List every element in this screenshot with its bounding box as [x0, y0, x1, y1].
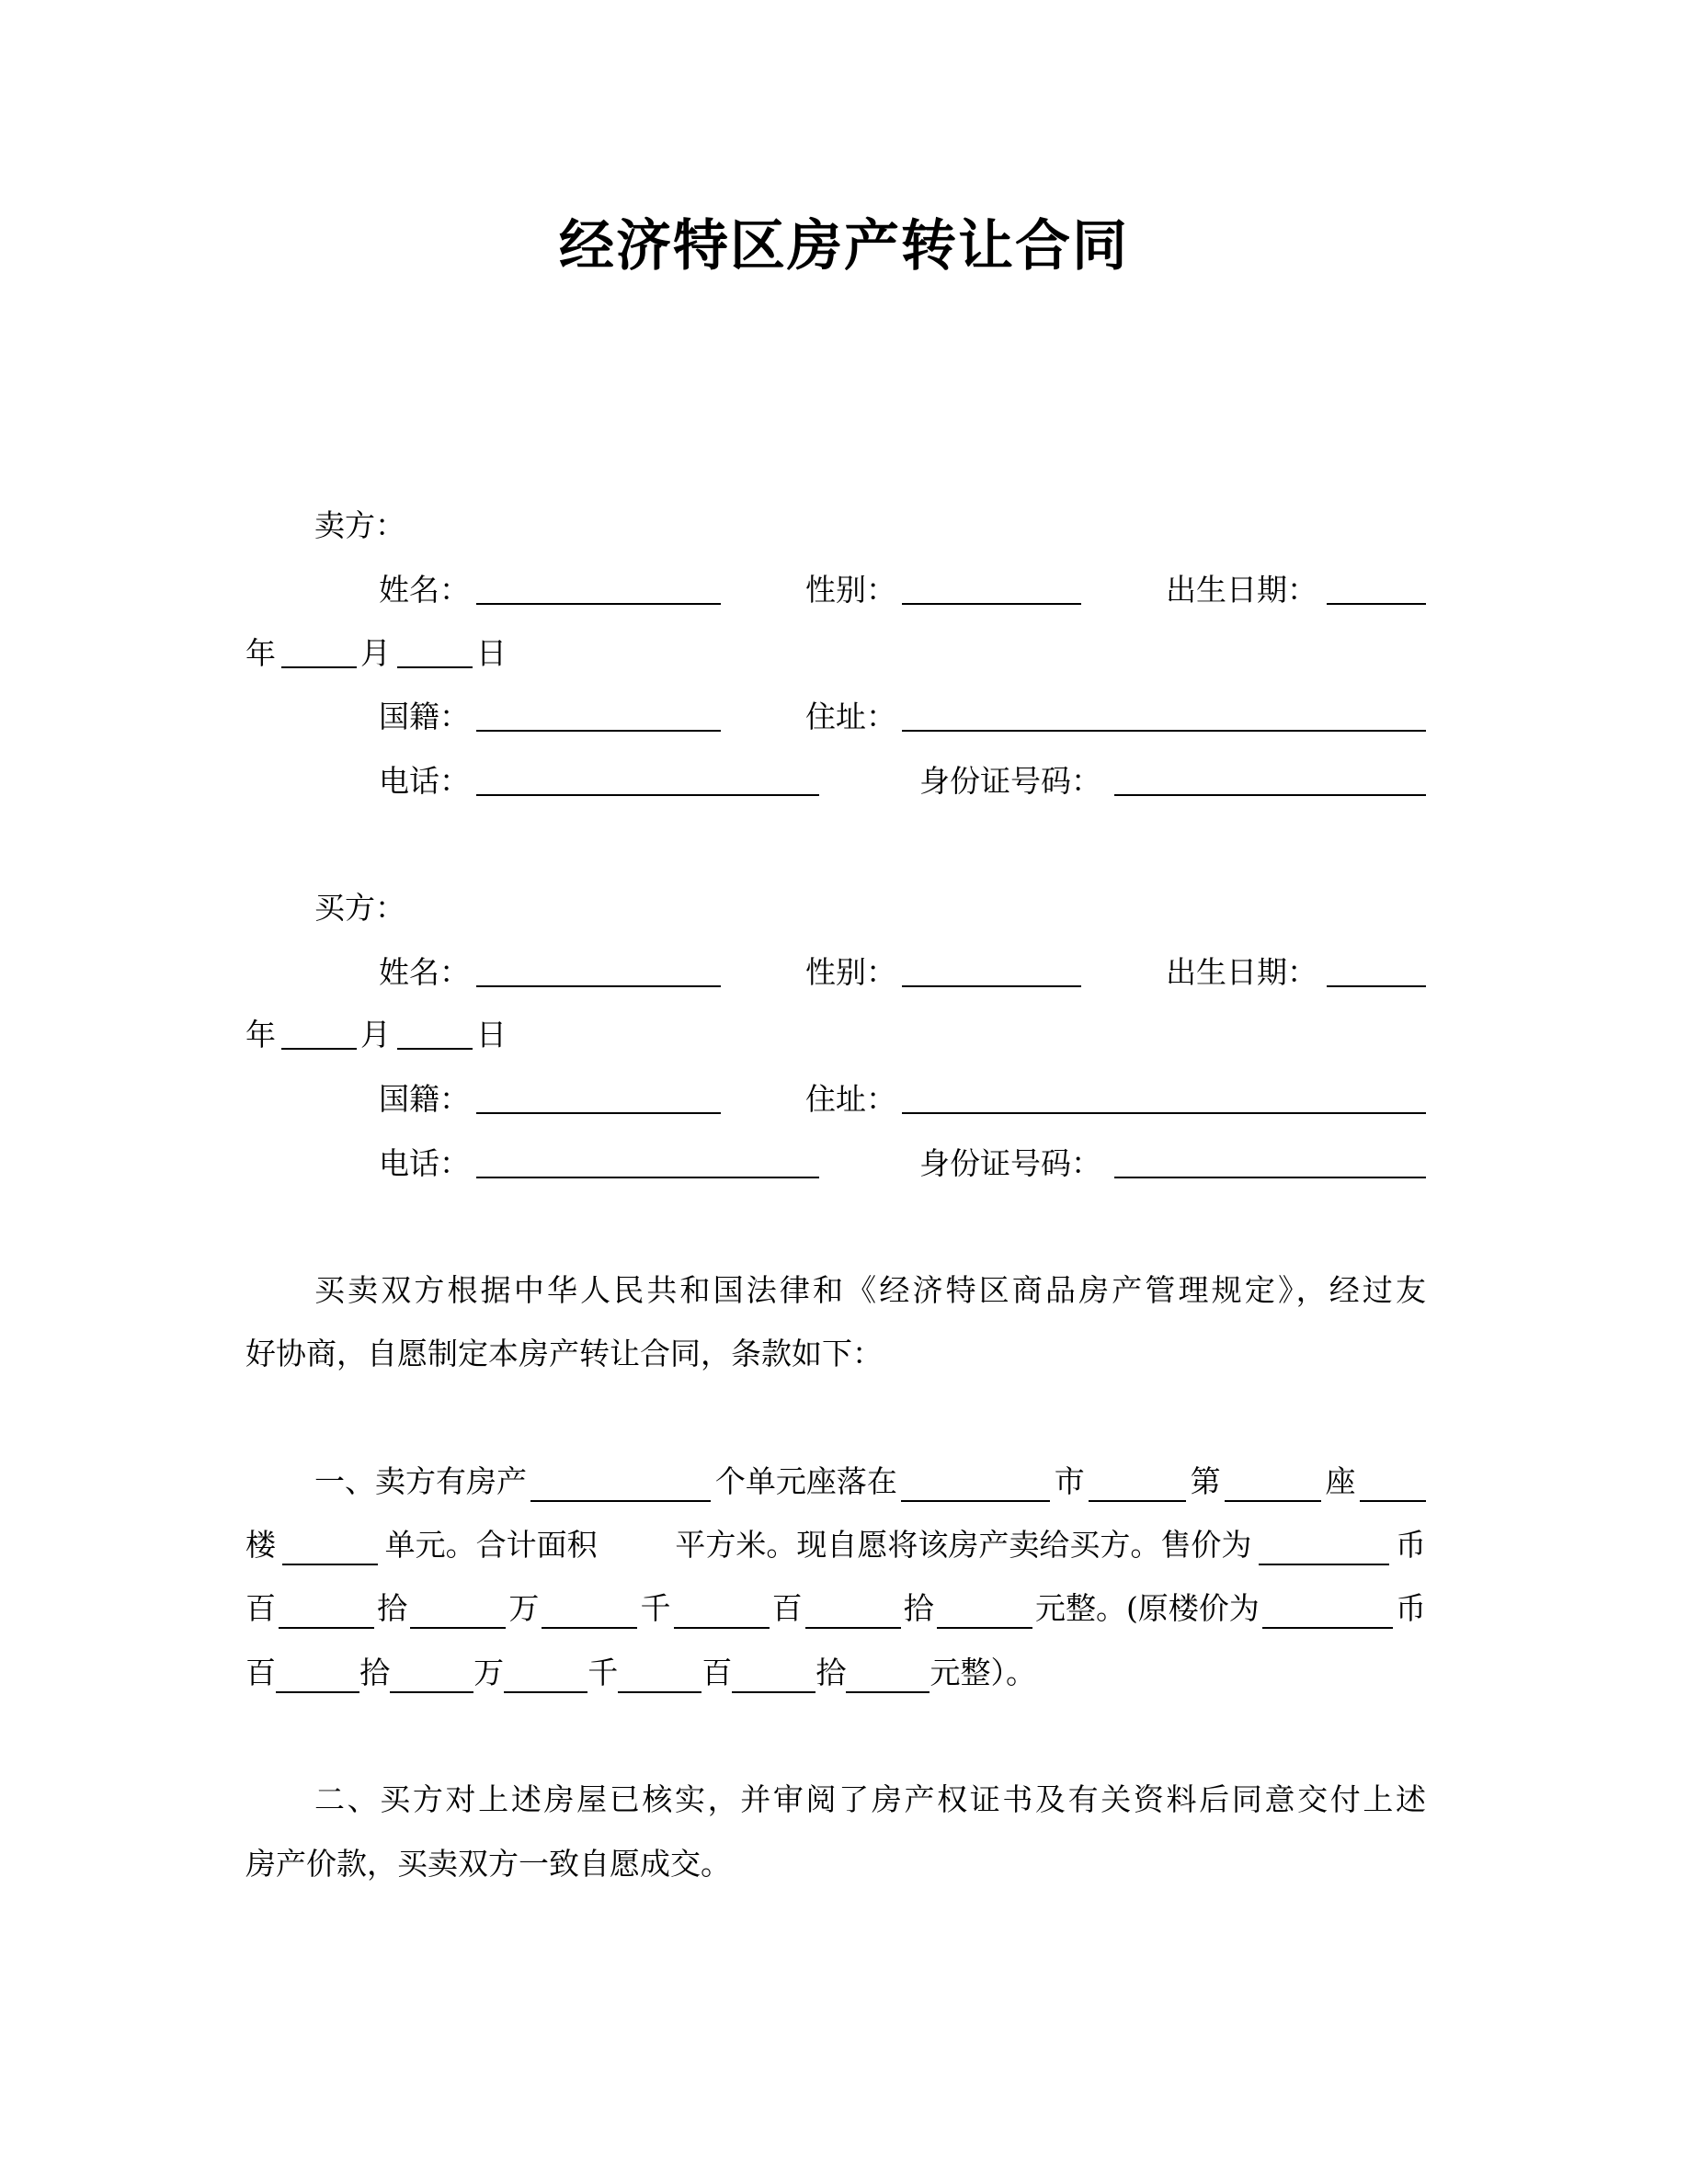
seller-id-field[interactable] — [1114, 763, 1426, 796]
clause1-text: 市 — [1054, 1463, 1085, 1499]
seller-nationality-label: 国籍： — [379, 699, 470, 734]
block-field[interactable] — [1225, 1473, 1321, 1502]
price-field[interactable] — [542, 1599, 637, 1629]
price-field[interactable] — [805, 1599, 901, 1629]
buyer-address-field[interactable] — [902, 1081, 1426, 1114]
clause1-text: 万 — [508, 1590, 540, 1626]
seller-month-label: 月 — [360, 635, 391, 671]
preamble-line-1: 买卖双方根据中华人民共和国法律和《经济特区商品房产管理规定》，经过友 — [314, 1272, 1426, 1308]
buyer-birth-label: 出生日期： — [1166, 954, 1317, 990]
building-field[interactable] — [1360, 1473, 1426, 1502]
clause1-line-2 — [245, 1525, 1426, 1565]
clause1-text: 百 — [245, 1655, 276, 1690]
unit-count-field[interactable] — [530, 1473, 711, 1502]
seller-address-field[interactable] — [902, 699, 1426, 732]
seller-birth-year-field[interactable] — [1327, 572, 1426, 605]
clause1-text: 百 — [771, 1590, 803, 1626]
clause1-text: 币 — [1395, 1527, 1426, 1563]
original-price-field[interactable] — [504, 1664, 587, 1693]
buyer-birth-month-field[interactable] — [281, 1017, 357, 1050]
clause1-text: 拾 — [815, 1655, 847, 1690]
clause2-line-1: 二、买方对上述房屋已核实，并审阅了房产权证书及有关资料后同意交付上述 — [314, 1781, 1426, 1817]
seller-gender-label: 性别： — [805, 572, 896, 608]
original-price-field[interactable] — [618, 1664, 701, 1693]
clause1-text: 第 — [1190, 1463, 1221, 1499]
document-title: 经济特区房产转让合同 — [559, 214, 1129, 279]
clause1-text: 拾 — [377, 1590, 408, 1626]
buyer-id-field[interactable] — [1114, 1145, 1426, 1178]
clause1-line-1 — [314, 1462, 1426, 1502]
clause1-text: 一、卖方有房产 — [314, 1463, 527, 1499]
buyer-id-label: 身份证号码： — [919, 1145, 1101, 1181]
clause1-text: 百 — [701, 1655, 733, 1690]
price-field[interactable] — [674, 1599, 770, 1629]
seller-heading: 卖方： — [314, 507, 405, 543]
city-field[interactable] — [1089, 1473, 1186, 1502]
clause1-text: 千 — [640, 1590, 671, 1626]
seller-name-field[interactable] — [476, 572, 721, 605]
buyer-year-label: 年 — [245, 1017, 276, 1052]
currency-field[interactable] — [1259, 1536, 1389, 1565]
buyer-name-field[interactable] — [476, 954, 721, 987]
clause1-text: 拾 — [903, 1590, 934, 1626]
clause1-text: 万 — [473, 1655, 505, 1690]
clause1-text: 拾 — [359, 1655, 391, 1690]
seller-phone-field[interactable] — [476, 763, 819, 796]
location-field[interactable] — [901, 1473, 1050, 1502]
buyer-nationality-label: 国籍： — [379, 1081, 470, 1117]
clause1-text: 个单元座落在 — [714, 1463, 897, 1499]
buyer-day-label: 日 — [476, 1017, 507, 1052]
buyer-birth-year-field[interactable] — [1327, 954, 1426, 987]
clause1-text: 楼 — [245, 1527, 276, 1563]
clause1-text: 单元。合计面积 — [384, 1527, 598, 1563]
preamble-line-2: 好协商，自愿制定本房产转让合同，条款如下： — [245, 1336, 883, 1371]
seller-gender-field[interactable] — [902, 572, 1081, 605]
clause1-text: 百 — [245, 1590, 276, 1626]
buyer-heading: 买方： — [314, 890, 405, 926]
seller-birth-label: 出生日期： — [1166, 572, 1317, 608]
buyer-gender-label: 性别： — [805, 954, 896, 990]
clause1-text: 千 — [587, 1655, 619, 1690]
original-price-field[interactable] — [732, 1664, 815, 1693]
seller-id-label: 身份证号码： — [919, 763, 1101, 799]
clause1-line-4 — [245, 1653, 1036, 1693]
seller-year-label: 年 — [245, 635, 276, 671]
buyer-address-label: 住址： — [805, 1081, 896, 1117]
seller-address-label: 住址： — [805, 699, 896, 734]
original-currency-field[interactable] — [1262, 1599, 1393, 1629]
buyer-phone-field[interactable] — [476, 1145, 819, 1178]
seller-nationality-field[interactable] — [476, 699, 721, 732]
unit-field[interactable] — [282, 1536, 378, 1565]
clause2-line-2: 房产价款，买卖双方一致自愿成交。 — [245, 1846, 731, 1882]
seller-phone-label: 电话： — [379, 763, 470, 799]
clause1-text: 币 — [1395, 1590, 1426, 1626]
original-price-field[interactable] — [276, 1664, 359, 1693]
buyer-gender-field[interactable] — [902, 954, 1081, 987]
price-field[interactable] — [410, 1599, 506, 1629]
buyer-birth-day-field[interactable] — [397, 1017, 473, 1050]
seller-day-label: 日 — [476, 635, 507, 671]
clause1-text: 元整。(原楼价为 — [1034, 1590, 1260, 1626]
price-field[interactable] — [279, 1599, 374, 1629]
price-field[interactable] — [937, 1599, 1032, 1629]
clause1-line-3 — [245, 1588, 1426, 1629]
buyer-month-label: 月 — [360, 1017, 391, 1052]
buyer-nationality-field[interactable] — [476, 1081, 721, 1114]
clause1-text: 元整）。 — [930, 1655, 1036, 1690]
original-price-field[interactable] — [390, 1664, 473, 1693]
original-price-field[interactable] — [846, 1664, 930, 1693]
seller-birth-month-field[interactable] — [281, 635, 357, 668]
seller-name-label: 姓名： — [379, 572, 470, 608]
buyer-phone-label: 电话： — [379, 1145, 470, 1181]
seller-birth-day-field[interactable] — [397, 635, 473, 668]
area-field[interactable] — [604, 1538, 668, 1565]
buyer-name-label: 姓名： — [379, 954, 470, 990]
clause1-text: 座 — [1325, 1463, 1356, 1499]
clause1-text: 平方米。现自愿将该房产卖给买方。售价为 — [675, 1527, 1252, 1563]
